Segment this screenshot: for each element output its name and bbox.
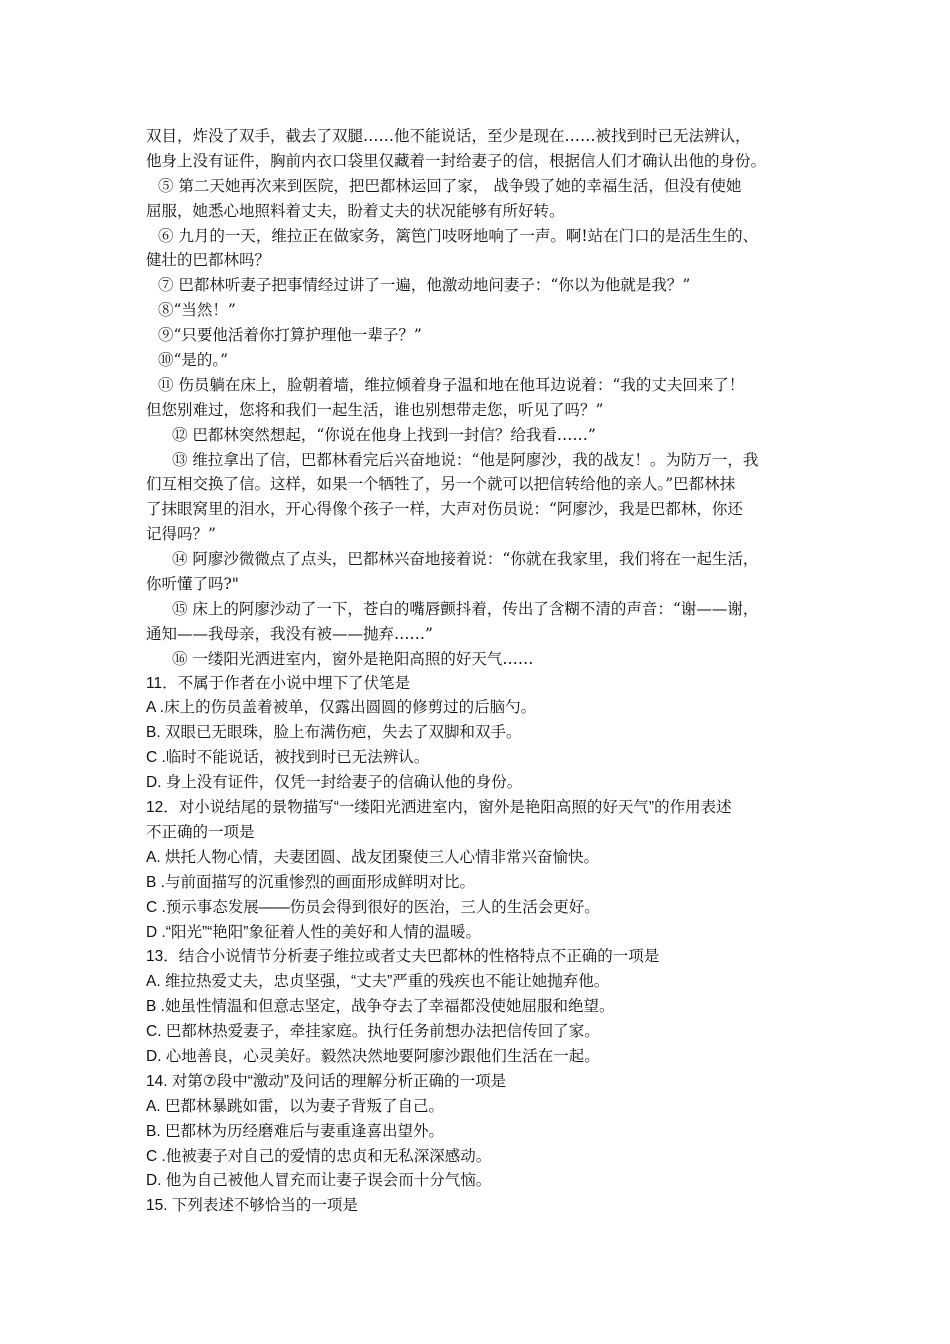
question-line: C. 巴都林热爱妻子，牵挂家庭。执行任务前想办法把信传回了家。 <box>146 1023 600 1041</box>
passage-line: 但您别难过，您将和我们一起生活，谁也别想带走您，听见了吗？” <box>146 400 604 419</box>
passage-line: 健壮的巴都林吗？ <box>146 251 271 270</box>
question-line: B. 双眼已无眼珠，脸上布满伤疤，失去了双脚和双手。 <box>146 724 522 742</box>
question-line: 11．不属于作者在小说中埋下了伏笔是 <box>146 674 411 692</box>
passage-line: ⑧“当然！” <box>158 301 236 320</box>
question-line: 12．对小说结尾的景物描写“一缕阳光洒进室内，窗外是艳阳高照的好天气”的作用表述 <box>146 799 732 817</box>
passage-line: ⑥ 九月的一天，维拉正在做家务，篱笆门吱呀地响了一声。啊!站在门口的是活生生的、 <box>158 226 759 245</box>
passage-line: 们互相交换了信。这样，如果一个牺牲了，另一个就可以把信转给他的亲人。”巴都林抹 <box>146 475 736 494</box>
passage-line: ⑫ 巴都林突然想起，“你说在他身上找到一封信？给我看……” <box>172 425 596 444</box>
question-line: 不正确的一项是 <box>146 823 255 841</box>
passage-line: ⑮ 床上的阿廖沙动了一下，苍白的嘴唇颤抖着，传出了含糊不清的声音：“谢——谢， <box>172 599 759 618</box>
passage-line: ⑤ 第二天她再次来到医院，把巴都林运回了家， 战争毁了她的幸福生活，但没有使她 <box>158 176 742 195</box>
passage-line: 他身上没有证件，胸前内衣口袋里仅藏着一封给妻子的信，根据信人们才确认出他的身份。 <box>146 151 767 170</box>
passage-line: 你听懂了吗?" <box>146 575 239 594</box>
passage-line: 通知——我母亲，我没有被——抛弃……” <box>146 624 433 643</box>
question-line: B .与前面描写的沉重惨烈的画面形成鲜明对比。 <box>146 873 475 891</box>
passage-line: 记得吗？” <box>146 525 216 544</box>
question-line: A. 巴都林暴跳如雷，以为妻子背叛了自己。 <box>146 1097 444 1115</box>
question-line: D. 心地善良，心灵美好。毅然决然地要阿廖沙跟他们生活在一起。 <box>146 1047 600 1065</box>
passage-line: 屈服，她悉心地照料着丈夫，盼着丈夫的状况能够有所好转。 <box>146 201 565 220</box>
passage-line: ⑨“只要他活着你打算护理他一辈子？” <box>158 326 422 345</box>
question-line: D .“阳光”“艳阳”象征着人性的美好和人情的温暖。 <box>146 923 481 941</box>
question-line: C .他被妻子对自己的爱情的忠贞和无私深深感动。 <box>146 1147 492 1165</box>
question-line: A. 烘托人物心情，夫妻团圆、战友团聚使三人心情非常兴奋愉快。 <box>146 848 599 866</box>
question-line: C .临时不能说话，被找到时已无法辨认。 <box>146 749 430 767</box>
passage-line: ⑦ 巴都林听妻子把事情经过讲了一遍，他激动地问妻子：“你以为他就是我？” <box>158 276 691 295</box>
passage-line: 双目，炸没了双手，截去了双腿……他不能说话，至少是现在……被找到时已无法辨认， <box>146 127 751 145</box>
passage-line: ⑭ 阿廖沙微微点了点头，巴都林兴奋地接着说：“你就在我家里，我们将在一起生活， <box>172 550 759 569</box>
passage-line: 了抹眼窝里的泪水，开心得像个孩子一样，大声对伤员说：“阿廖沙，我是巴都林，你还 <box>146 500 743 519</box>
question-line: 13．结合小说情节分析妻子维拉或者丈夫巴都林的性格特点不正确的一项是 <box>146 948 660 966</box>
passage-line: ⑬ 维拉拿出了信，巴都林看完后兴奋地说：“他是阿廖沙，我的战友！。为防万一，我 <box>172 450 759 469</box>
passage-line: ⑩“是的。” <box>158 351 229 370</box>
question-line: B. 巴都林为历经磨难后与妻重逢喜出望外。 <box>146 1122 444 1140</box>
question-line: A. 维拉热爱丈夫，忠贞坚强，“丈夫”严重的残疾也不能让她抛弃他。 <box>146 973 610 991</box>
document-text-body <box>146 124 826 1219</box>
passage-line: ⑪ 伤员躺在床上，脸朝着墙，维拉倾着身子温和地在他耳边说着：“我的丈夫回来了！ <box>158 375 745 394</box>
question-line: 14. 对第⑦段中“激动”及问话的理解分析正确的一项是 <box>146 1072 507 1090</box>
question-line: 15. 下列表述不够恰当的一项是 <box>146 1197 358 1215</box>
passage-line: ⑯ 一缕阳光洒进室内，窗外是艳阳高照的好天气…… <box>172 649 534 668</box>
question-line: D. 他为自己被他人冒充而让妻子误会而十分气恼。 <box>146 1172 492 1190</box>
question-line: C .预示事态发展——伤员会得到很好的医治，三人的生活会更好。 <box>146 898 600 916</box>
question-line: D. 身上没有证件，仅凭一封给妻子的信确认他的身份。 <box>146 774 523 792</box>
question-line: A .床上的伤员盖着被单，仅露出圆圆的修剪过的后脑勺。 <box>146 699 537 717</box>
question-line: B .她虽性情温和但意志坚定，战争夺去了幸福都没使她屈服和绝望。 <box>146 998 615 1016</box>
